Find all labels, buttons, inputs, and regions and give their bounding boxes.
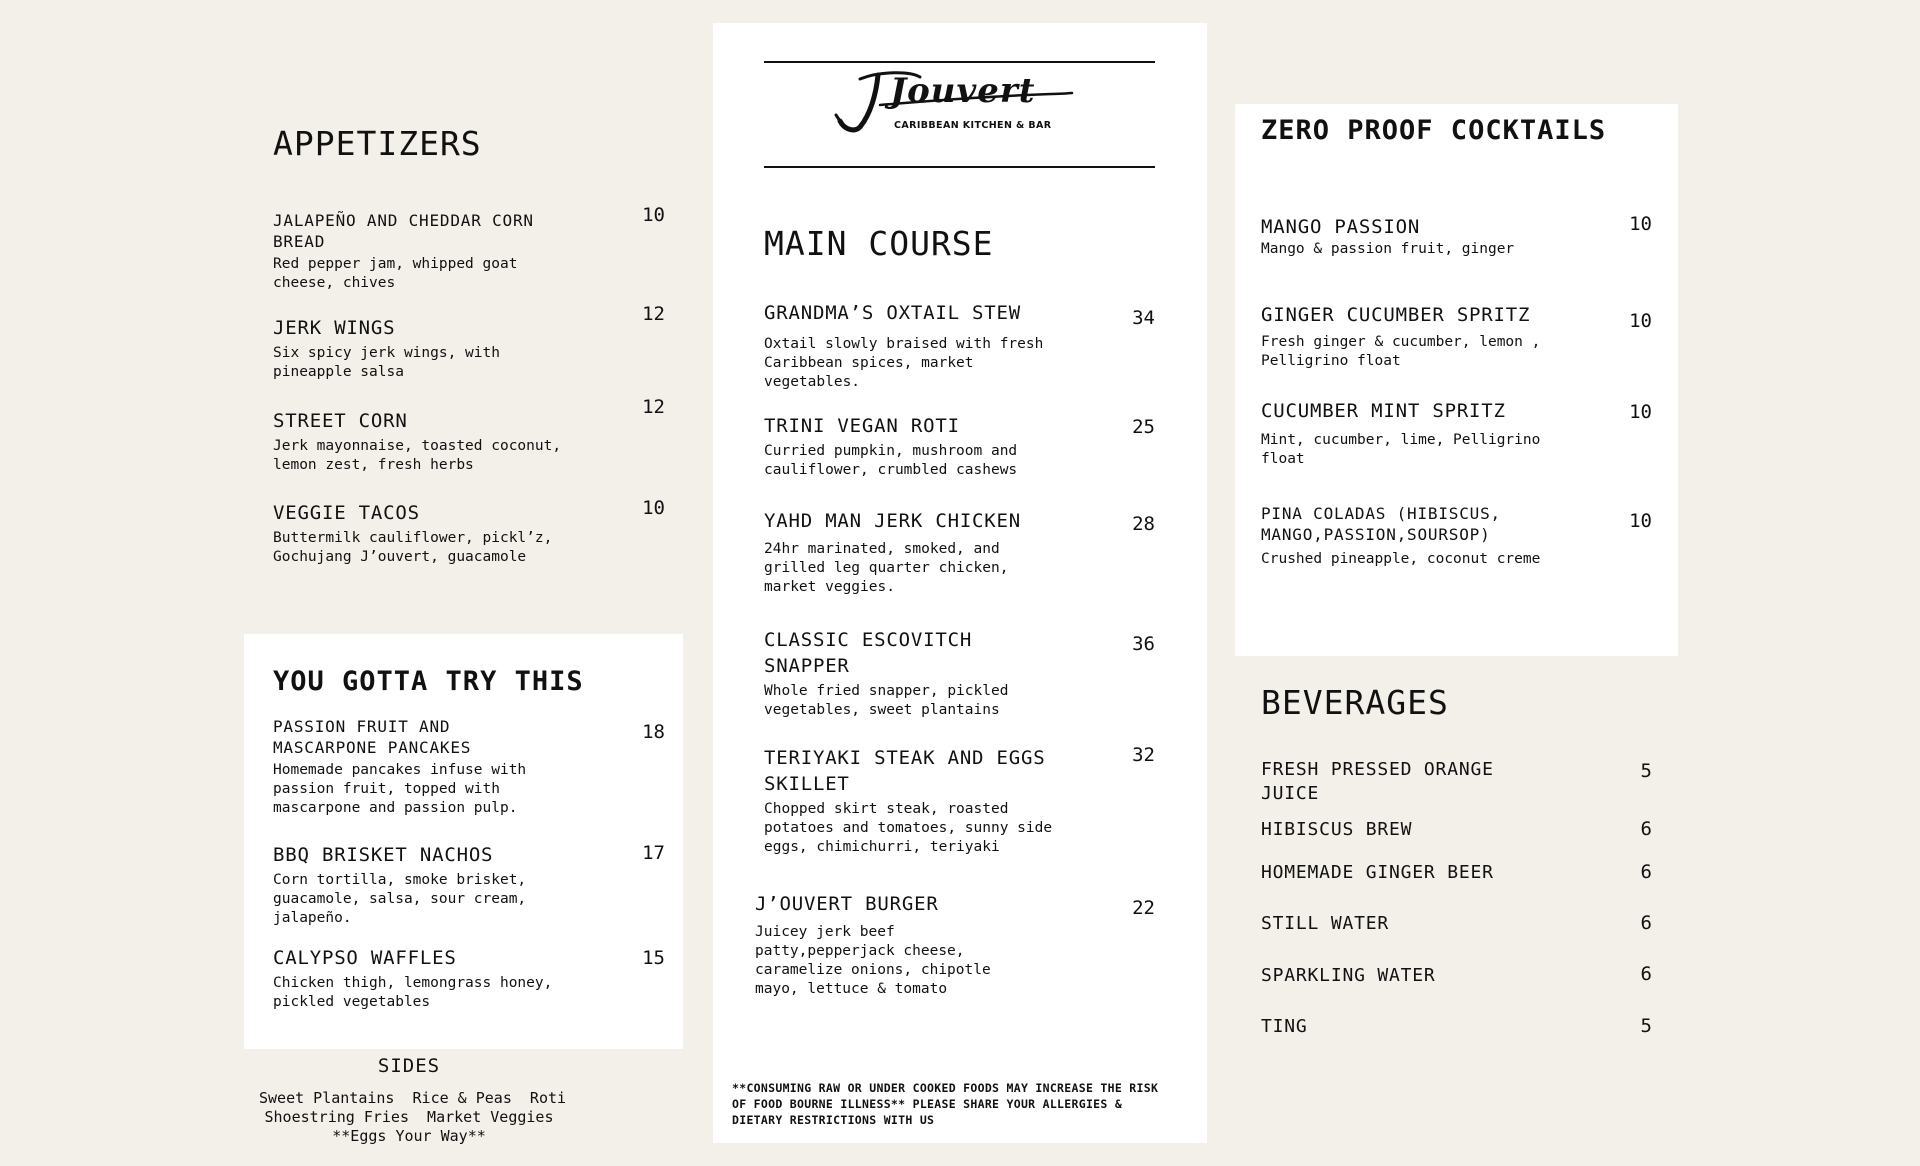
menu-item	[273, 408, 563, 475]
item-description: Six spicy jerk wings, with pineapple salsa	[273, 345, 500, 380]
menu-item	[1261, 214, 1561, 259]
item-name: PASSION FRUIT AND MASCARPONE PANCAKES	[273, 717, 472, 757]
menu-item	[764, 745, 1064, 857]
menu-item	[764, 300, 1064, 392]
menu-item	[1261, 398, 1561, 469]
item-name: JERK WINGS	[273, 317, 396, 339]
beverage-name: HOMEMADE GINGER BEER	[1261, 862, 1494, 883]
item-description: 24hr marinated, smoked, and grilled leg quarter chicken, market veggies.	[764, 541, 1009, 595]
item-price: 15	[642, 947, 665, 969]
zero-proof-title: ZERO PROOF COCKTAILS	[1261, 115, 1607, 146]
logo-bottom-rule	[764, 166, 1155, 168]
item-price: 10	[1629, 510, 1652, 532]
beverage-name: SPARKLING WATER	[1261, 965, 1436, 986]
item-name: MANGO PASSION	[1261, 216, 1421, 238]
item-description: Red pepper jam, whipped goat cheese, chives	[273, 256, 518, 291]
item-price: 28	[1132, 513, 1155, 535]
item-price: 22	[1132, 897, 1155, 919]
item-price: 25	[1132, 416, 1155, 438]
beverage-price: 6	[1640, 912, 1652, 934]
beverage-price: 6	[1640, 963, 1652, 985]
menu-item	[755, 891, 995, 999]
beverage-name: TING	[1261, 1016, 1308, 1037]
menu-item	[1261, 302, 1561, 371]
menu-item	[1261, 503, 1541, 569]
beverage-price: 5	[1640, 1015, 1652, 1037]
logo	[820, 65, 1080, 137]
menu-item	[273, 716, 563, 818]
menu-item	[273, 315, 538, 382]
menu-item	[273, 945, 563, 1012]
item-description: Chopped skirt steak, roasted potatoes and tomatoes, sunny side eggs, chimichurri, teriyaki	[764, 801, 1053, 855]
item-description: Chicken thigh, lemongrass honey, pickled vegetables	[273, 975, 553, 1010]
beverage-price: 5	[1640, 760, 1652, 782]
item-price: 10	[1629, 310, 1652, 332]
main-course-title: MAIN COURSE	[764, 224, 994, 263]
item-name: GRANDMA’S OXTAIL STEW	[764, 302, 1022, 324]
menu-item	[273, 210, 538, 293]
item-name: TRINI VEGAN ROTI	[764, 415, 960, 437]
sides-line: Shoestring Fries Market Veggies	[264, 1108, 554, 1126]
item-price: 10	[1629, 213, 1652, 235]
item-price: 10	[642, 204, 665, 226]
sides-line: Sweet Plantains Rice & Peas Roti	[259, 1089, 567, 1107]
item-name: CALYPSO WAFFLES	[273, 947, 457, 969]
item-price: 12	[642, 303, 665, 325]
item-price: 18	[642, 721, 665, 743]
item-name: CLASSIC ESCOVITCH SNAPPER	[764, 629, 973, 677]
beverage-name: FRESH PRESSED ORANGE JUICE	[1261, 759, 1494, 804]
item-price: 10	[642, 497, 665, 519]
beverage-name: HIBISCUS BREW	[1261, 819, 1413, 840]
try-this-title: YOU GOTTA TRY THIS	[273, 666, 584, 697]
item-price: 10	[1629, 401, 1652, 423]
item-name: VEGGIE TACOS	[273, 502, 420, 524]
item-description: Fresh ginger & cucumber, lemon , Pelligrino float	[1261, 334, 1541, 369]
item-name: BBQ BRISKET NACHOS	[273, 844, 494, 866]
item-description: Jerk mayonnaise, toasted coconut, lemon zest, fresh herbs	[273, 438, 562, 473]
item-description: Mango & passion fruit, ginger	[1261, 241, 1515, 257]
beverage-name: STILL WATER	[1261, 913, 1390, 934]
logo-top-rule	[764, 61, 1155, 63]
appetizers-title: APPETIZERS	[273, 124, 482, 163]
beverage-price: 6	[1640, 861, 1652, 883]
item-description: Buttermilk cauliflower, pickl’z, Gochujang J’ouvert, guacamole	[273, 530, 553, 565]
zero-proof-panel	[1235, 104, 1678, 656]
beverages-title: BEVERAGES	[1261, 683, 1449, 722]
item-name: PINA COLADAS (HIBISCUS, MANGO,PASSION,SOURSOP)	[1261, 504, 1501, 544]
item-description: Whole fried snapper, pickled vegetables, sweet plantains	[764, 683, 1009, 718]
item-description: Homemade pancakes infuse with passion fruit, topped with mascarpone and passion pulp.	[273, 762, 527, 816]
item-description: Crushed pineapple, coconut creme	[1261, 551, 1541, 567]
beverage-price: 6	[1640, 818, 1652, 840]
menu-item	[764, 413, 1064, 480]
item-name: GINGER CUCUMBER SPRITZ	[1261, 304, 1531, 326]
item-name: J’OUVERT BURGER	[755, 893, 939, 915]
item-price: 32	[1132, 744, 1155, 766]
item-name: JALAPEÑO AND CHEDDAR CORN BREAD	[273, 211, 534, 251]
item-price: 34	[1132, 307, 1155, 329]
item-price: 36	[1132, 633, 1155, 655]
item-name: CUCUMBER MINT SPRITZ	[1261, 400, 1506, 422]
item-name: TERIYAKI STEAK AND EGGS SKILLET	[764, 747, 1046, 795]
menu-item	[764, 508, 1064, 597]
menu-item	[764, 627, 1034, 720]
item-description: Curried pumpkin, mushroom and cauliflower, crumbled cashews	[764, 443, 1018, 478]
item-price: 17	[642, 842, 665, 864]
logo-subtitle: CARIBBEAN KITCHEN & BAR	[894, 120, 1052, 131]
item-description: Juicey jerk beef patty,pepperjack cheese, caramelize onions, chipotle mayo, lettuce & tomato	[755, 924, 991, 997]
menu-item	[273, 500, 563, 567]
item-description: Mint, cucumber, lime, Pelligrino float	[1261, 432, 1541, 467]
food-safety-disclaimer: **CONSUMING RAW OR UNDER COOKED FOODS MAY INCREASE THE RISK OF FOOD BOURNE ILLNESS** PLEASE SHARE YOUR ALLERGIES & DIETARY RESTRICTIONS WITH US	[732, 1081, 1159, 1127]
item-description: Corn tortilla, smoke brisket, guacamole, salsa, sour cream, jalapeño.	[273, 872, 527, 926]
item-description: Oxtail slowly braised with fresh Caribbean spices, market vegetables.	[764, 336, 1044, 390]
item-name: STREET CORN	[273, 410, 408, 432]
sides-title: SIDES	[377, 1055, 441, 1077]
item-price: 12	[642, 396, 665, 418]
logo-script-text: Jouvert	[890, 71, 1036, 111]
item-name: YAHD MAN JERK CHICKEN	[764, 510, 1022, 532]
sides-line: **Eggs Your Way**	[332, 1127, 486, 1145]
menu-item	[273, 842, 563, 928]
